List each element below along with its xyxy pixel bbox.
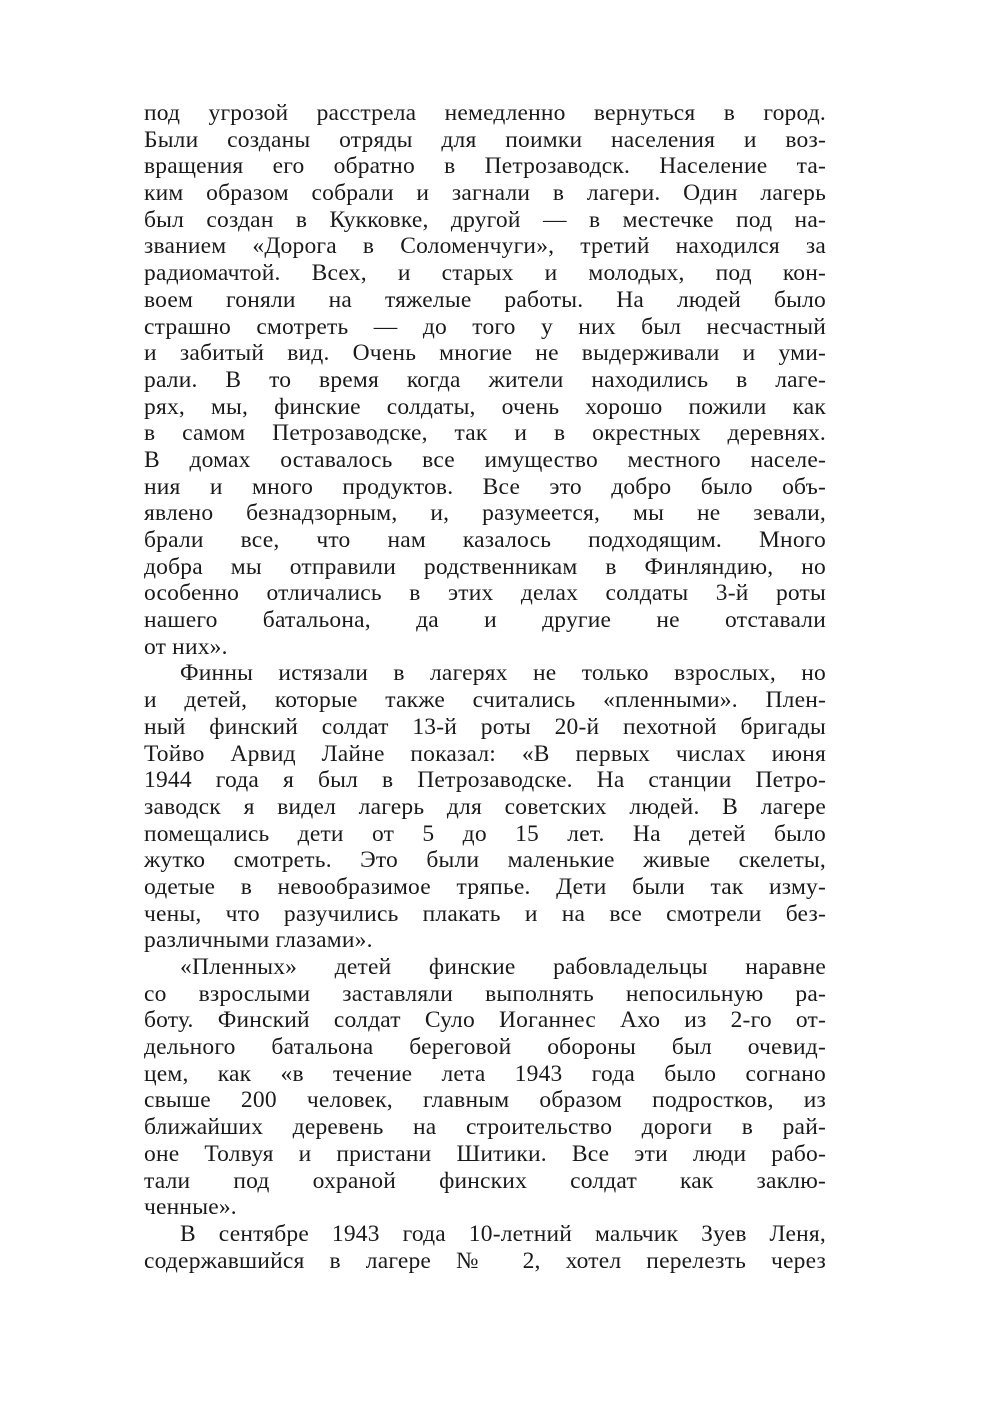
text-line: и детей, которые также считались «пленными». Плен-: [144, 687, 826, 714]
text-line: ченные».: [144, 1194, 237, 1221]
text-line: вращения его обратно в Петрозаводск. Население та-: [144, 153, 826, 180]
text-line: со взрослыми заставляли выполнять непосильную ра-: [144, 980, 826, 1007]
text-line: ный финский солдат 13-й роты 20-й пехотной бригады: [144, 713, 826, 740]
text-line: и забитый вид. Очень многие не выдерживали и уми-: [144, 340, 826, 367]
text-line: в самом Петрозаводске, так и в окрестных деревнях.: [144, 420, 826, 447]
text-line: добра мы отправили родственникам в Финляндию, но: [144, 553, 826, 580]
text-line: от них».: [144, 633, 228, 660]
text-line: помещались дети от 5 до 15 лет. На детей было: [144, 820, 826, 847]
text-line: был создан в Кукковке, другой — в местечке под на-: [144, 206, 826, 233]
text-line: рали. В то время когда жители находились в лаге-: [144, 366, 826, 393]
text-line: В сентябре 1943 года 10-летний мальчик Зуев Леня,: [180, 1220, 826, 1247]
text-line: радиомачтой. Всех, и старых и молодых, под кон-: [144, 260, 826, 287]
text-line: ким образом собрали и загнали в лагери. Один лагерь: [144, 180, 826, 207]
text-line: содержавшийся в лагере № 2, хотел перелезть через: [144, 1247, 826, 1274]
text-line: особенно отличались в этих делах солдаты 3-й роты: [144, 580, 826, 607]
text-line: 1944 года я был в Петрозаводске. На станции Петро-: [144, 767, 826, 794]
text-line: нашего батальона, да и другие не отставали: [144, 607, 826, 634]
text-line: Финны истязали в лагерях не только взрослых, но: [180, 660, 826, 687]
text-line: В домах оставалось все имущество местного населе-: [144, 446, 826, 473]
text-line: заводск я видел лагерь для советских людей. В лагере: [144, 793, 826, 820]
text-line: брали все, что нам казалось подходящим. Много: [144, 527, 826, 553]
text-line: званием «Дорога в Соломенчуги», третий находился за: [144, 233, 826, 260]
text-line: ближайших деревень на строительство дороги в рай-: [144, 1114, 826, 1141]
text-line: чены, что разучились плакать и на все смотрели без-: [144, 900, 826, 927]
text-line: боту. Финский солдат Суло Иоганнес Ахо из 2-го от-: [144, 1007, 826, 1034]
text-line: тали под охраной финских солдат как заклю-: [144, 1167, 826, 1194]
document-page: [144, 100, 826, 1274]
text-line: страшно смотреть — до того у них был несчастный: [144, 313, 826, 340]
text-line: свыше 200 человек, главным образом подростков, из: [144, 1087, 826, 1114]
text-line: «Пленных» детей финские рабовладельцы наравне: [180, 954, 826, 980]
text-line: Тойво Арвид Лайне показал: «В первых числах июня: [144, 740, 826, 767]
text-line: явлено безнадзорным, и, разумеется, мы не зевали,: [144, 500, 826, 527]
text-line: Были созданы отряды для поимки населения и воз-: [144, 126, 826, 153]
text-line: жутко смотреть. Это были маленькие живые скелеты,: [144, 847, 826, 874]
text-line: различными глазами».: [144, 927, 373, 954]
text-line: рях, мы, финские солдаты, очень хорошо пожили как: [144, 393, 826, 420]
text-line: одетые в невообразимое тряпье. Дети были так изму-: [144, 873, 826, 900]
text-line: воем гоняли на тяжелые работы. На людей было: [144, 286, 826, 313]
text-line: под угрозой расстрела немедленно вернуться в город.: [144, 100, 826, 126]
text-line: цем, как «в течение лета 1943 года было согнано: [144, 1060, 826, 1087]
text-line: дельного батальона береговой обороны был очевид-: [144, 1034, 826, 1061]
text-line: ния и много продуктов. Все это добро было объ-: [144, 473, 826, 500]
text-line: оне Толвуя и пристани Шитики. Все эти люди рабо-: [144, 1140, 826, 1167]
